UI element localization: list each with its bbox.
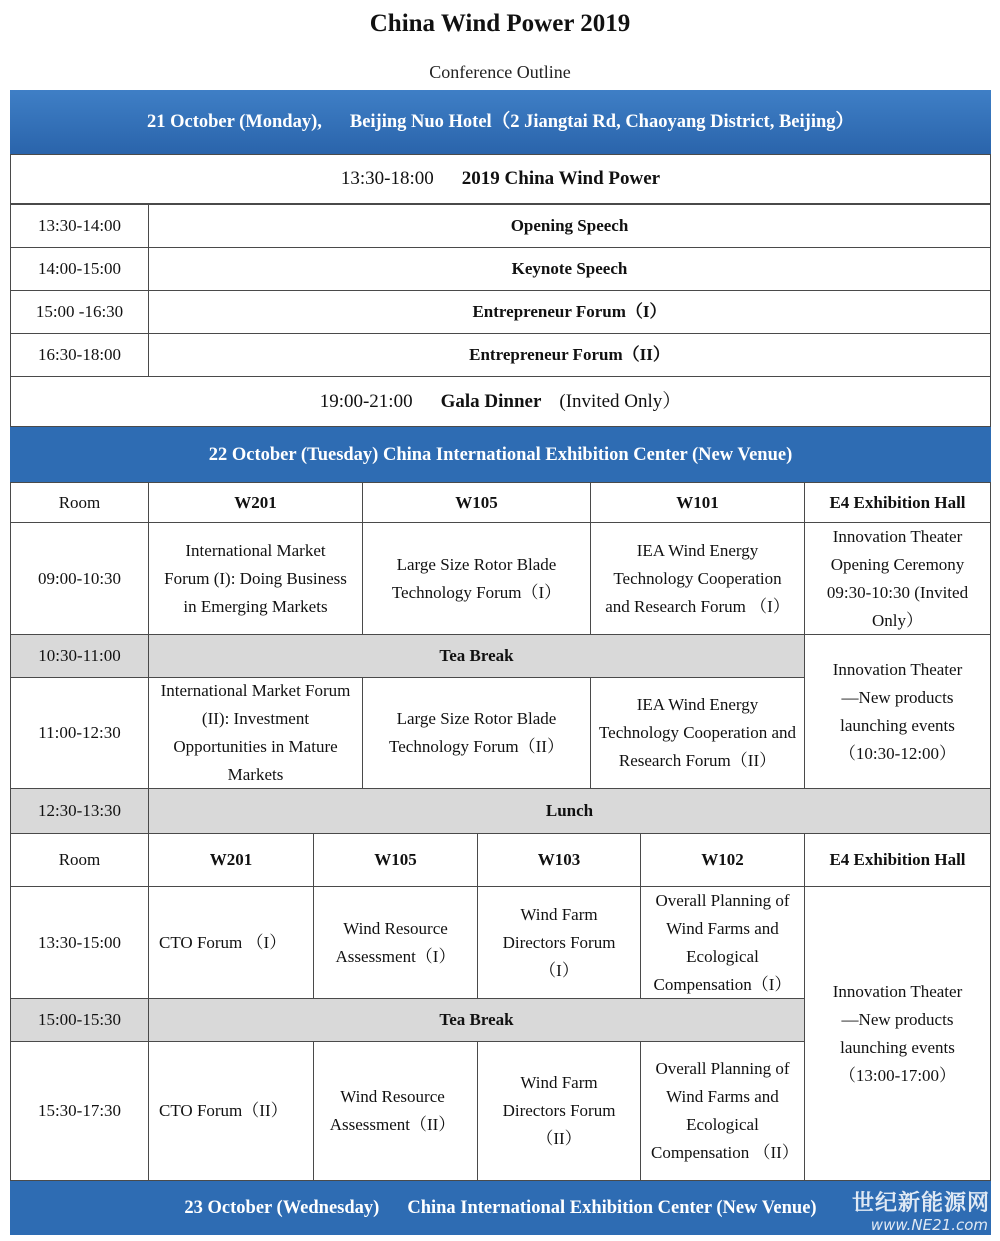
row1-w201: International Market Forum (I): Doing Business in Emerging Markets xyxy=(148,522,363,635)
day1-session-title: Entrepreneur Forum（II） xyxy=(148,333,991,377)
row4-w105: Wind Resource Assessment（II） xyxy=(313,1041,478,1181)
day1-header-date: 21 October (Monday), xyxy=(146,112,322,132)
day1-session-time: 13:30-14:00 xyxy=(10,204,149,248)
day3-header xyxy=(10,1181,991,1235)
day1-session-title: Opening Speech xyxy=(148,204,991,248)
e4-mid-session: Innovation Theater —New products launching events（10:30-12:00） xyxy=(804,634,991,789)
page-subtitle: Conference Outline xyxy=(429,62,571,82)
room-header-w105: W105 xyxy=(362,482,591,523)
lunch-label: Lunch xyxy=(148,788,991,834)
day1-header xyxy=(10,90,991,154)
room-header-e4: E4 Exhibition Hall xyxy=(804,482,991,523)
day1-main-time: 13:30-18:00 xyxy=(340,168,434,189)
row4-w103: Wind Farm Directors Forum （II） xyxy=(477,1041,641,1181)
watermark-url: www.NE21.com xyxy=(870,1216,988,1234)
day1-session-time: 14:00-15:00 xyxy=(10,247,149,291)
day2-header: 22 October (Tuesday) China International Exhibition Center (New Venue) xyxy=(10,427,991,482)
tea1-time: 10:30-11:00 xyxy=(10,634,149,678)
day1-session-time: 16:30-18:00 xyxy=(10,333,149,377)
day3-header-venue: China International Exhibition Center (New Venue) xyxy=(407,1198,817,1218)
day3-header-date: 23 October (Wednesday) xyxy=(184,1198,380,1218)
room-header-w201: W201 xyxy=(148,482,363,523)
row3-time: 13:30-15:00 xyxy=(10,886,149,999)
day1-session-title: Entrepreneur Forum（I） xyxy=(148,290,991,334)
room-header-w101: W101 xyxy=(590,482,805,523)
row4-time: 15:30-17:30 xyxy=(10,1041,149,1181)
tea2-time: 15:00-15:30 xyxy=(10,998,149,1042)
row3-w102: Overall Planning of Wind Farms and Ecological Compensation（I） xyxy=(640,886,805,999)
watermark-logo: 世纪新能源网 xyxy=(851,1191,990,1216)
room-header-e4-pm: E4 Exhibition Hall xyxy=(804,833,991,887)
row1-w101: IEA Wind Energy Technology Cooperation and Research Forum （I） xyxy=(590,522,805,635)
row2-w105: Large Size Rotor Blade Technology Forum（II） xyxy=(362,677,591,789)
dinner-time: 19:00-21:00 xyxy=(319,390,413,412)
row3-w103: Wind Farm Directors Forum （I） xyxy=(477,886,641,999)
row2-time: 11:00-12:30 xyxy=(10,677,149,789)
row1-time: 09:00-10:30 xyxy=(10,522,149,635)
dinner-note: (Invited Only） xyxy=(559,390,682,412)
room-header-w201-pm: W201 xyxy=(148,833,314,887)
row2-w201: International Market Forum (II): Investment Opportunities in Mature Markets xyxy=(148,677,363,789)
room-header-w102-pm: W102 xyxy=(640,833,805,887)
day1-main-title: 2019 China Wind Power xyxy=(461,168,661,189)
day1-header-venue: Beijing Nuo Hotel（2 Jiangtai Rd, Chaoyang District, Beijing） xyxy=(349,112,854,132)
tea2-label: Tea Break xyxy=(148,998,805,1042)
row4-w102: Overall Planning of Wind Farms and Ecological Compensation （II） xyxy=(640,1041,805,1181)
page-title: China Wind Power 2019 xyxy=(369,10,631,37)
e4-afternoon-session: Innovation Theater —New products launching events（13:00-17:00） xyxy=(804,886,991,1181)
day1-dinner-row xyxy=(10,376,991,427)
lunch-time: 12:30-13:30 xyxy=(10,788,149,834)
row1-w105: Large Size Rotor Blade Technology Forum（I） xyxy=(362,522,591,635)
room-header-label-pm: Room xyxy=(10,833,149,887)
room-header-label: Room xyxy=(10,482,149,523)
day1-session-title: Keynote Speech xyxy=(148,247,991,291)
row3-w105: Wind Resource Assessment（I） xyxy=(313,886,478,999)
room-header-w103-pm: W103 xyxy=(477,833,641,887)
day1-session-time: 15:00 -16:30 xyxy=(10,290,149,334)
row1-e4: Innovation Theater Opening Ceremony 09:30-10:30 (Invited Only） xyxy=(804,522,991,635)
row2-w101: IEA Wind Energy Technology Cooperation and Research Forum（II） xyxy=(590,677,805,789)
tea1-label: Tea Break xyxy=(148,634,805,678)
row4-w201: CTO Forum（II） xyxy=(148,1041,314,1181)
room-header-w105-pm: W105 xyxy=(313,833,478,887)
dinner-title: Gala Dinner xyxy=(440,390,542,412)
day1-main-row xyxy=(10,154,991,204)
row3-w201: CTO Forum （I） xyxy=(148,886,314,999)
